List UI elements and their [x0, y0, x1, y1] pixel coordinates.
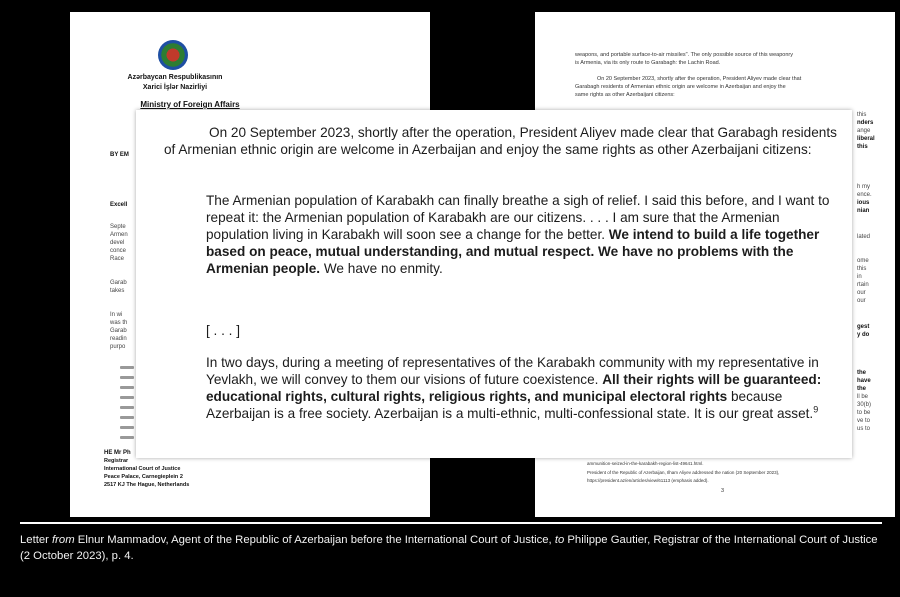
redacted-line	[120, 426, 134, 429]
redacted-line	[120, 386, 134, 389]
caption-from: from	[52, 534, 75, 546]
margin-fragment: devel	[110, 240, 125, 246]
ministry-header-en: Ministry of Foreign Affairs	[140, 100, 240, 109]
margin-fragment: y do	[857, 332, 870, 338]
margin-fragment: in	[857, 274, 862, 280]
quote1-text: The Armenian population of Karabakh can finally breathe a sigh of relief. I said this before, and I want to repeat it: the Armenian population of Karabakh are our citizens. . . . I am sure that the Armenian population living in Karabakh will soon see a change for the better.	[206, 193, 830, 242]
redacted-line	[120, 436, 134, 439]
margin-fragment: 30(b)	[857, 402, 872, 408]
quote2-text: In two days, during a meeting of representatives of the Karabakh community with my representative in Yevlakh, we will convey to them our visions of future coexistence.	[206, 355, 819, 387]
right-doc-line: is Armenia, via its only route to Garabagh: the Lachin Road.	[575, 60, 721, 66]
ministry-header-az-2: Xarici İşlər Nazirliyi	[142, 84, 208, 91]
ministry-header-az-1: Azərbaycan Respublikasının	[127, 74, 223, 81]
omission-marker: [ . . . ]	[206, 323, 240, 338]
recipient-name: HE Mr Ph	[104, 450, 131, 456]
footnote-line: ammunition-seized-in-the-karabakh-region-list-49641.html.	[587, 461, 704, 466]
redacted-line	[120, 416, 134, 419]
margin-fragment: Race	[110, 256, 125, 262]
margin-fragment: the	[857, 386, 866, 392]
quote2-tail: because Azerbaijan is a free society. Azerbaijan is a multi-ethnic, multi-confessional state. It is our great asset.	[206, 389, 814, 421]
margin-fragment: BY EM	[110, 152, 129, 158]
caption-text: Philippe Gautier, Registrar of the International Court of Justice (2 October 2023), p. 4.	[20, 534, 878, 562]
margin-fragment: Excell	[110, 202, 128, 208]
margin-fragment: this	[857, 266, 867, 272]
margin-fragment: ve to	[857, 418, 871, 424]
margin-fragment: h my	[857, 184, 871, 190]
right-doc-line: weapons, and portable surface-to-air missiles". The only possible source of this weaponry	[575, 52, 793, 58]
quote1-emphasis: We intend to build a life together based on peace, mutual understanding, and mutual respect. We have no problems with the Armenian people.	[206, 227, 820, 276]
margin-fragment: Garab	[110, 328, 127, 334]
footnote-reference: 9	[813, 404, 819, 415]
address-line: Registrar	[104, 458, 129, 464]
block-quote-1	[206, 192, 836, 277]
quote-excerpt-panel	[136, 110, 852, 458]
margin-fragment: purpo	[110, 344, 126, 350]
margin-fragment: In wi	[110, 312, 123, 318]
margin-fragment: ious	[857, 200, 870, 206]
margin-fragment: lated	[857, 234, 871, 240]
margin-fragment: readin	[110, 336, 127, 342]
margin-fragment: to be	[857, 410, 871, 416]
right-doc-line: Garabagh residents of Armenian ethnic origin are welcome in Azerbaijan and enjoy the	[575, 84, 786, 90]
margin-fragment: have	[857, 378, 871, 384]
source-caption	[20, 522, 882, 564]
margin-fragment: Garab	[110, 280, 127, 286]
margin-fragment: liberal	[857, 136, 875, 142]
block-quote-2	[206, 354, 836, 422]
page-number: 3	[721, 488, 725, 494]
footnote-line: President of the Republic of Azerbaijan, Ilham Aliyev addressed the nation (20 September 2023),	[587, 470, 780, 475]
margin-fragment: takes	[110, 288, 125, 294]
redacted-line	[120, 396, 134, 399]
azerbaijan-emblem-icon	[158, 40, 188, 70]
address-line: International Court of Justice	[104, 466, 181, 472]
quote2-emphasis: All their rights will be guaranteed: educational rights, cultural rights, religious rights, and municipal electoral rights	[206, 372, 822, 404]
margin-fragment: rtain	[857, 282, 869, 288]
address-line: Peace Palace, Carnegieplein 2	[104, 474, 183, 480]
margin-fragment: nders	[857, 120, 874, 126]
right-doc-line: same rights as other Azerbaijani citizens:	[575, 92, 675, 98]
margin-fragment: ange	[857, 128, 871, 134]
margin-fragment: ence.	[857, 192, 872, 198]
intro-paragraph: On 20 September 2023, shortly after the operation, President Aliyev made clear that Garabagh residents of Armenian ethnic origin are welcome in Azerbaijan and enjoy the same rights as other Azerbaijani citizens:	[164, 125, 837, 157]
redacted-line	[120, 376, 134, 379]
margin-fragment: nian	[857, 208, 870, 214]
margin-fragment: this	[857, 112, 867, 118]
margin-fragment: was th	[110, 320, 128, 326]
redacted-line	[120, 366, 134, 369]
footnote-line: https://president.az/en/articles/view/61113 (emphasis added).	[587, 478, 709, 483]
caption-text: Elnur Mammadov, Agent of the Republic of Azerbaijan before the International Court of Justice,	[74, 534, 555, 546]
margin-fragment: Armen	[110, 232, 128, 238]
quote1-tail: We have no enmity.	[320, 261, 443, 276]
caption-text: Letter	[20, 534, 53, 546]
margin-fragment: this	[857, 144, 868, 150]
margin-fragment: us to	[857, 426, 871, 432]
redacted-line	[120, 406, 134, 409]
margin-fragment: the	[857, 370, 866, 376]
margin-fragment: our	[857, 290, 866, 296]
margin-fragment: ll be	[857, 394, 869, 400]
margin-fragment: our	[857, 298, 866, 304]
right-doc-line: On 20 September 2023, shortly after the operation, President Aliyev made clear that	[597, 76, 802, 82]
caption-to: to	[554, 534, 565, 546]
address-line: 2517 KJ The Hague, Netherlands	[104, 482, 190, 488]
margin-fragment: conce	[110, 248, 127, 254]
margin-fragment: ome	[857, 258, 869, 264]
margin-fragment: Septe	[110, 224, 126, 230]
margin-fragment: gest	[857, 324, 870, 330]
